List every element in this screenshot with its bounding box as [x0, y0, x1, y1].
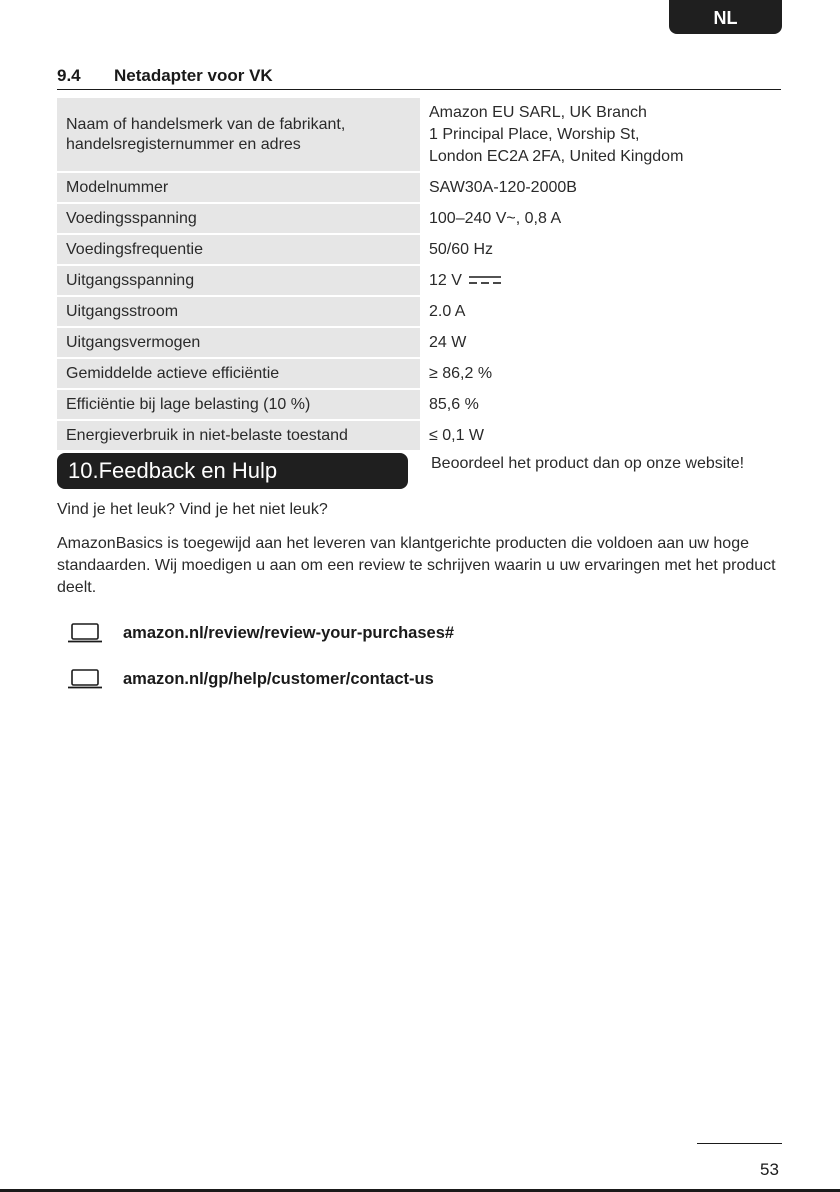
laptop-icon — [68, 669, 102, 689]
section-number: 9.4 — [57, 66, 81, 85]
footer-divider — [697, 1143, 782, 1144]
spec-value: 85,6 % — [420, 389, 781, 420]
spec-row — [57, 98, 781, 172]
spec-row — [57, 234, 781, 265]
spec-label: Efficiëntie bij lage belasting (10 %) — [57, 389, 420, 420]
spec-row — [57, 327, 781, 358]
laptop-icon — [68, 623, 102, 643]
spec-label: Energieverbruik in niet-belaste toestand — [57, 420, 420, 451]
spec-label: Modelnummer — [57, 172, 420, 203]
feedback-question: Vind je het leuk? Vind je het niet leuk? — [57, 501, 328, 518]
review-link-row — [68, 623, 454, 643]
spec-label: Uitgangsspanning — [57, 265, 420, 296]
spec-row — [57, 203, 781, 234]
feedback-heading: 10.Feedback en Hulp — [57, 453, 408, 489]
section-title: Netadapter voor VK — [114, 66, 273, 85]
spec-value: 50/60 Hz — [420, 234, 781, 265]
spec-value: SAW30A-120-2000B — [420, 172, 781, 203]
review-link[interactable]: amazon.nl/review/review-your-purchases# — [123, 623, 455, 642]
spec-row — [57, 172, 781, 203]
contact-link-row — [68, 669, 434, 689]
contact-link[interactable]: amazon.nl/gp/help/customer/contact-us — [123, 669, 434, 688]
spec-value: ≥ 86,2 % — [420, 358, 781, 389]
spec-label: Gemiddelde actieve efficiëntie — [57, 358, 420, 389]
spec-value: 2.0 A — [420, 296, 781, 327]
spec-value: Amazon EU SARL, UK Branch 1 Principal Place, Worship St, London EC2A 2FA, United Kingdom — [420, 98, 781, 172]
feedback-body: AmazonBasics is toegewijd aan het leveren van klantgerichte producten die voldoen aan uw hoge standaarden. Wij moedigen u aan om een review te schrijven waarin u uw ervaringen met het product deelt. — [57, 535, 776, 596]
section-heading — [57, 66, 781, 90]
language-tab: NL — [669, 0, 782, 34]
spec-value: 100–240 V~, 0,8 A — [420, 203, 781, 234]
spec-value: 12 V — [429, 271, 462, 289]
spec-label: Voedingsspanning — [57, 203, 420, 234]
spec-value-cell — [420, 265, 781, 296]
spec-row — [57, 389, 781, 420]
spec-label: Uitgangsvermogen — [57, 327, 420, 358]
spec-row — [57, 358, 781, 389]
spec-value: 24 W — [420, 327, 781, 358]
spec-label: Naam of handelsmerk van de fabrikant, handelsregisternummer en adres — [57, 98, 420, 172]
page-number: 53 — [760, 1160, 779, 1179]
spec-row — [57, 296, 781, 327]
spec-row — [57, 265, 781, 296]
spec-label: Uitgangsstroom — [57, 296, 420, 327]
spec-label: Voedingsfrequentie — [57, 234, 420, 265]
spec-value: ≤ 0,1 W — [420, 420, 781, 451]
spec-row — [57, 420, 781, 451]
spec-table — [57, 98, 781, 452]
direct-current-symbol-icon — [469, 275, 501, 285]
rate-product-text: Beoordeel het product dan op onze website! — [431, 455, 745, 472]
